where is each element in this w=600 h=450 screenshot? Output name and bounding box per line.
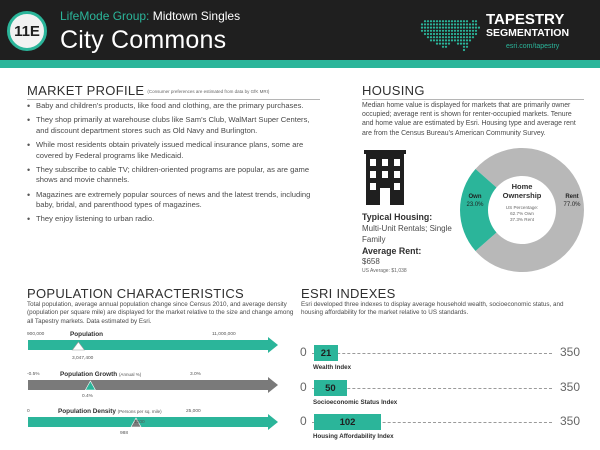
map-dot bbox=[466, 20, 468, 22]
list-item: • They shop primarily at warehouse clubs like Sam’s Club, WalMart Super Centers, and discount department stores such as Old Navy and Burlington. bbox=[27, 115, 320, 136]
us-map-icon bbox=[420, 16, 480, 52]
map-dot bbox=[469, 39, 471, 41]
market-profile-note: (Consumer preferences are estimated from data by GfK MRI) bbox=[147, 89, 270, 95]
map-dot bbox=[469, 33, 471, 35]
us-percentage-label: US Percentage: bbox=[505, 205, 539, 210]
map-dot bbox=[436, 33, 438, 35]
lifemode-line bbox=[60, 9, 240, 23]
map-dot bbox=[430, 30, 432, 32]
density-label-text: Population Density bbox=[58, 408, 116, 415]
map-dot bbox=[439, 20, 441, 22]
own-value: 23.0% bbox=[466, 202, 484, 208]
map-dot bbox=[478, 27, 480, 29]
density-value: 988 bbox=[120, 431, 129, 436]
wealth-index-row bbox=[300, 344, 580, 362]
map-dot bbox=[457, 23, 459, 25]
map-dot bbox=[466, 23, 468, 25]
map-dot bbox=[442, 46, 444, 48]
market-profile-title: MARKET PROFILE bbox=[27, 83, 145, 98]
map-dot bbox=[457, 20, 459, 22]
map-dot bbox=[421, 30, 423, 32]
density-marker-tick: 1000 bbox=[134, 420, 145, 425]
map-dot bbox=[439, 23, 441, 25]
map-dot bbox=[463, 36, 465, 38]
esri-indexes-description: Esri developed three indexes to display average household wealth, socioeconomic status, and housing affordability for the market relative to US standards. bbox=[301, 301, 564, 317]
map-dot bbox=[421, 27, 423, 29]
population-min: 900,000 bbox=[27, 332, 45, 337]
map-dot bbox=[457, 33, 459, 35]
map-dot bbox=[454, 39, 456, 41]
map-dot bbox=[463, 23, 465, 25]
building-icon bbox=[364, 150, 406, 205]
map-dot bbox=[454, 33, 456, 35]
map-dot bbox=[439, 36, 441, 38]
wealth-index-label: Wealth Index bbox=[313, 364, 352, 371]
map-dot bbox=[436, 43, 438, 45]
segment-title: City Commons bbox=[60, 26, 227, 54]
map-dot bbox=[445, 43, 447, 45]
population-max: 11,000,000 bbox=[212, 332, 236, 337]
scale-max: 350 bbox=[559, 414, 580, 428]
scale-min: 0 bbox=[300, 414, 307, 428]
map-dot bbox=[451, 30, 453, 32]
scale-line bbox=[312, 388, 552, 389]
header-accent-stripe bbox=[0, 60, 600, 68]
list-item: • Baby and children’s products, like food and clothing, are the primary purchases. bbox=[27, 101, 320, 112]
housing-affordability-label: Housing Affordability Index bbox=[313, 433, 394, 440]
map-dot bbox=[424, 23, 426, 25]
us-percentage-rent: 37.3% Rent bbox=[509, 217, 535, 222]
socioeconomic-index-row bbox=[300, 379, 580, 397]
map-dot bbox=[427, 23, 429, 25]
map-dot bbox=[460, 30, 462, 32]
scale-max: 350 bbox=[559, 345, 580, 359]
map-dot bbox=[448, 23, 450, 25]
map-dot bbox=[430, 23, 432, 25]
map-dot bbox=[442, 33, 444, 35]
logo-url: esri.com/tapestry bbox=[506, 43, 560, 50]
list-item: • They enjoy listening to urban radio. bbox=[27, 214, 320, 225]
map-dot bbox=[463, 20, 465, 22]
own-label: Own bbox=[468, 194, 482, 200]
map-dot bbox=[436, 27, 438, 29]
map-dot bbox=[448, 33, 450, 35]
map-dot bbox=[445, 30, 447, 32]
map-dot bbox=[466, 33, 468, 35]
map-dot bbox=[460, 27, 462, 29]
map-dot bbox=[460, 39, 462, 41]
map-dot bbox=[466, 27, 468, 29]
logo-line1: TAPESTRY bbox=[486, 11, 565, 28]
map-dot bbox=[439, 33, 441, 35]
map-dot bbox=[439, 30, 441, 32]
map-dot bbox=[436, 36, 438, 38]
map-dot bbox=[433, 27, 435, 29]
us-percentage-own: 62.7% Own bbox=[510, 211, 534, 216]
rent-label: Rent bbox=[565, 194, 579, 200]
segment-code: 11E bbox=[14, 22, 40, 40]
map-dot bbox=[424, 30, 426, 32]
map-dot bbox=[433, 36, 435, 38]
map-dot bbox=[445, 23, 447, 25]
map-dot bbox=[433, 30, 435, 32]
population-label-text: Population bbox=[70, 331, 104, 338]
map-dot bbox=[433, 33, 435, 35]
map-dot bbox=[454, 27, 456, 29]
map-dot bbox=[427, 27, 429, 29]
map-dot bbox=[436, 30, 438, 32]
map-dot bbox=[454, 30, 456, 32]
map-dot bbox=[427, 33, 429, 35]
map-dot bbox=[469, 27, 471, 29]
map-dot bbox=[451, 27, 453, 29]
growth-label-text: Population Growth bbox=[60, 371, 118, 378]
map-dot bbox=[475, 23, 477, 25]
map-dot bbox=[442, 43, 444, 45]
map-dot bbox=[424, 33, 426, 35]
market-profile-list bbox=[27, 101, 320, 229]
density-bar bbox=[20, 414, 290, 432]
map-dot bbox=[472, 23, 474, 25]
map-dot bbox=[466, 43, 468, 45]
housing-affordability-value: 102 bbox=[339, 416, 356, 428]
scale-min: 0 bbox=[300, 380, 307, 394]
density-arrow bbox=[28, 414, 278, 430]
map-dot bbox=[427, 30, 429, 32]
map-dot bbox=[430, 20, 432, 22]
growth-bar bbox=[20, 377, 290, 395]
map-dot bbox=[460, 33, 462, 35]
growth-value: 0.4% bbox=[82, 394, 93, 399]
map-dot bbox=[433, 20, 435, 22]
growth-unit: (Annual %) bbox=[118, 372, 142, 377]
wealth-index-box bbox=[314, 345, 338, 361]
map-dot bbox=[445, 39, 447, 41]
growth-min: -0.5% bbox=[27, 372, 40, 377]
population-heading: POPULATION CHARACTERISTICS bbox=[27, 286, 245, 301]
map-dot bbox=[457, 43, 459, 45]
map-dot bbox=[427, 20, 429, 22]
market-profile-heading bbox=[27, 83, 269, 98]
map-dot bbox=[469, 36, 471, 38]
map-dot bbox=[460, 23, 462, 25]
map-dot bbox=[463, 33, 465, 35]
average-rent-us: US Average: $1,038 bbox=[362, 268, 407, 274]
map-dot bbox=[436, 20, 438, 22]
density-unit: (Persons per sq. mile) bbox=[117, 409, 162, 414]
divider bbox=[362, 99, 584, 100]
map-dot bbox=[439, 43, 441, 45]
map-dot bbox=[451, 36, 453, 38]
map-dot bbox=[430, 27, 432, 29]
lifemode-group: Midtown Singles bbox=[152, 9, 241, 23]
housing-affordability-row bbox=[300, 413, 580, 431]
map-dot bbox=[442, 36, 444, 38]
map-dot bbox=[451, 20, 453, 22]
map-dot bbox=[442, 39, 444, 41]
map-dot bbox=[451, 33, 453, 35]
density-max: 25,000 bbox=[186, 409, 201, 414]
map-dot bbox=[442, 23, 444, 25]
map-dot bbox=[433, 39, 435, 41]
map-dot bbox=[451, 39, 453, 41]
map-dot bbox=[451, 23, 453, 25]
population-arrow bbox=[28, 337, 278, 353]
map-dot bbox=[439, 39, 441, 41]
map-dot bbox=[436, 39, 438, 41]
list-item: • They subscribe to cable TV; children-oriented programs are popular, as are game shows and movie channels. bbox=[27, 165, 320, 186]
population-value: 3,047,400 bbox=[72, 356, 94, 361]
map-dot bbox=[448, 36, 450, 38]
growth-arrow bbox=[28, 377, 278, 393]
map-dot bbox=[448, 27, 450, 29]
map-dot bbox=[463, 43, 465, 45]
map-dot bbox=[460, 20, 462, 22]
rent-value: 77.0% bbox=[563, 202, 581, 208]
map-dot bbox=[433, 23, 435, 25]
scale-line bbox=[312, 353, 552, 354]
map-dot bbox=[466, 39, 468, 41]
map-dot bbox=[475, 33, 477, 35]
map-dot bbox=[463, 30, 465, 32]
map-dot bbox=[448, 20, 450, 22]
map-dot bbox=[475, 20, 477, 22]
map-dot bbox=[430, 33, 432, 35]
socioeconomic-index-label: Socioeconomic Status Index bbox=[313, 399, 398, 406]
map-dot bbox=[436, 23, 438, 25]
housing-affordability-box bbox=[314, 414, 381, 430]
divider bbox=[27, 99, 320, 100]
map-dot bbox=[445, 27, 447, 29]
map-dot bbox=[421, 23, 423, 25]
scale-max: 350 bbox=[559, 380, 580, 394]
population-description: Total population, average annual population change since Census 2010, and average density (population per square mile) are displayed for the market relative to the size and change among all Tapestry markets. Data estimated by Esri. bbox=[27, 301, 294, 325]
donut-center-title: Home Ownership bbox=[502, 182, 542, 200]
map-dot bbox=[448, 30, 450, 32]
map-dot bbox=[448, 39, 450, 41]
home-ownership-donut bbox=[457, 145, 587, 275]
map-dot bbox=[466, 30, 468, 32]
map-dot bbox=[442, 27, 444, 29]
map-dot bbox=[424, 20, 426, 22]
map-dot bbox=[430, 39, 432, 41]
map-dot bbox=[463, 39, 465, 41]
map-dot bbox=[472, 20, 474, 22]
map-dot bbox=[466, 36, 468, 38]
socioeconomic-index-box bbox=[314, 380, 347, 396]
map-dot bbox=[448, 43, 450, 45]
average-rent-value: $658 bbox=[362, 257, 380, 266]
population-bar bbox=[20, 337, 290, 355]
map-dot bbox=[430, 36, 432, 38]
segment-code-badge bbox=[7, 11, 47, 51]
map-dot bbox=[472, 30, 474, 32]
scale-min: 0 bbox=[300, 345, 307, 359]
map-dot bbox=[475, 27, 477, 29]
map-dot bbox=[445, 20, 447, 22]
map-dot bbox=[469, 23, 471, 25]
map-dot bbox=[454, 23, 456, 25]
map-dot bbox=[472, 33, 474, 35]
logo-line2: SEGMENTATION bbox=[486, 27, 570, 39]
map-dot bbox=[457, 30, 459, 32]
map-dot bbox=[463, 46, 465, 48]
map-dot bbox=[445, 36, 447, 38]
growth-max: 3.0% bbox=[190, 372, 201, 377]
map-dot bbox=[457, 36, 459, 38]
map-dot bbox=[454, 36, 456, 38]
map-dot bbox=[460, 36, 462, 38]
esri-indexes-heading: ESRI INDEXES bbox=[301, 286, 396, 301]
housing-description: Median home value is displayed for markets that are primarily owner occupied; average rent is shown for renter-occupied markets. Tenure and home value are estimated by Esri. Housing type and average rent are from the Census Bureau’s American Community Survey. bbox=[362, 102, 576, 137]
map-dot bbox=[472, 36, 474, 38]
density-min: 0 bbox=[27, 409, 30, 414]
map-dot bbox=[427, 36, 429, 38]
tapestry-logo bbox=[486, 12, 569, 39]
map-dot bbox=[457, 39, 459, 41]
map-dot bbox=[460, 43, 462, 45]
map-dot bbox=[475, 30, 477, 32]
map-dot bbox=[463, 27, 465, 29]
map-dot bbox=[445, 33, 447, 35]
map-dot bbox=[469, 30, 471, 32]
map-dot bbox=[424, 27, 426, 29]
map-dot bbox=[463, 49, 465, 51]
typical-housing-value: Multi-Unit Rentals; Single Family bbox=[362, 224, 452, 244]
map-dot bbox=[445, 46, 447, 48]
map-dot bbox=[454, 20, 456, 22]
map-dot bbox=[466, 46, 468, 48]
map-dot bbox=[442, 30, 444, 32]
lifemode-prefix: LifeMode Group: bbox=[60, 9, 150, 23]
rent-slice bbox=[475, 148, 584, 272]
map-dot bbox=[439, 27, 441, 29]
typical-housing-label: Typical Housing: bbox=[362, 212, 433, 222]
map-dot bbox=[457, 27, 459, 29]
map-dot bbox=[472, 27, 474, 29]
wealth-index-value: 21 bbox=[320, 347, 332, 359]
socioeconomic-index-value: 50 bbox=[325, 382, 336, 394]
housing-heading: HOUSING bbox=[362, 83, 425, 98]
average-rent-label: Average Rent: bbox=[362, 246, 422, 256]
list-item: • While most residents obtain privately issued medical insurance plans, some are covered by Federal programs like Medicaid. bbox=[27, 140, 320, 161]
map-dot bbox=[442, 20, 444, 22]
list-item: • Magazines are extremely popular sources of news and the latest trends, including baby, bridal, and parenthood types of magazines. bbox=[27, 190, 320, 211]
